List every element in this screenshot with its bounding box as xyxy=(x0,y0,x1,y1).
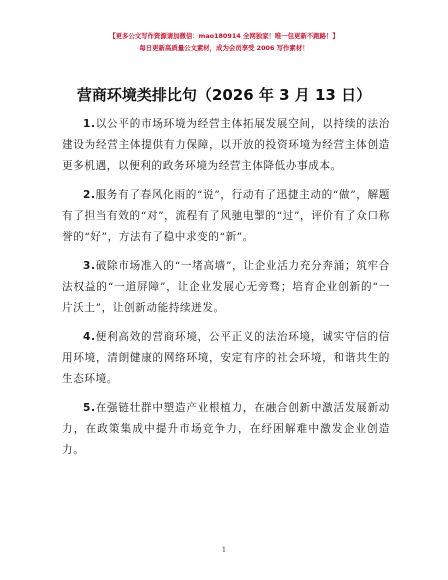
paragraph-text: 便利高效的营商环境，公平正义的法治环境，诚实守信的信用环境，清朗健康的网络环境，安定有序的社会环境，和谐共生的生态环境。 xyxy=(62,331,390,385)
document-body xyxy=(62,114,390,469)
paragraph-5 xyxy=(62,398,390,461)
paragraph-2 xyxy=(62,185,390,248)
paragraph-number: 2. xyxy=(83,189,96,201)
paragraph-text: 服务有了春风化雨的“说”，行动有了迅捷主动的“做”，解题有了担当有效的“对”，流程有了风驰电掣的“过”，评价有了众口称誉的“好”，方法有了稳中求变的“新”。 xyxy=(62,189,390,243)
paragraph-text: 以公平的市场环境为经营主体拓展发展空间，以持续的法治建设为经营主体提供有力保障，以开放的投资环境为经营主体创造更多机遇，以便利的政务环境为经营主体降低办事成本。 xyxy=(62,118,390,172)
paragraph-text: 破除市场准入的“一堵高墙”，让企业活力充分奔涌；筑牢合法权益的“一道屏障”，让企业发展心无旁骛；培育企业创新的“一片沃土”，让创新动能持续迸发。 xyxy=(62,260,390,314)
paragraph-number: 1. xyxy=(83,118,96,130)
paragraph-3 xyxy=(62,256,390,319)
paragraph-number: 4. xyxy=(83,331,96,343)
document-title: 营商环境类排比句（2026 年 3 月 13 日） xyxy=(76,86,372,104)
paragraph-number: 5. xyxy=(83,402,96,414)
paragraph-4 xyxy=(62,327,390,390)
promo-banner-line-2: 每日更新高质量公文素材，成为会员享受 2006 写作素材！ xyxy=(139,44,309,52)
promo-banner-line-1: 【更多公文写作资源请加微信：mao180914 全网独家！唯一包更新不跑路！】 xyxy=(109,32,339,40)
page-number: 1 xyxy=(221,546,227,554)
paragraph-number: 3. xyxy=(83,260,96,272)
paragraph-1 xyxy=(62,114,390,177)
paragraph-text: 在强链壮群中塑造产业根植力，在融合创新中激活发展新动力，在政策集成中提升市场竞争力，在纾困解难中激发企业创造力。 xyxy=(62,402,390,456)
